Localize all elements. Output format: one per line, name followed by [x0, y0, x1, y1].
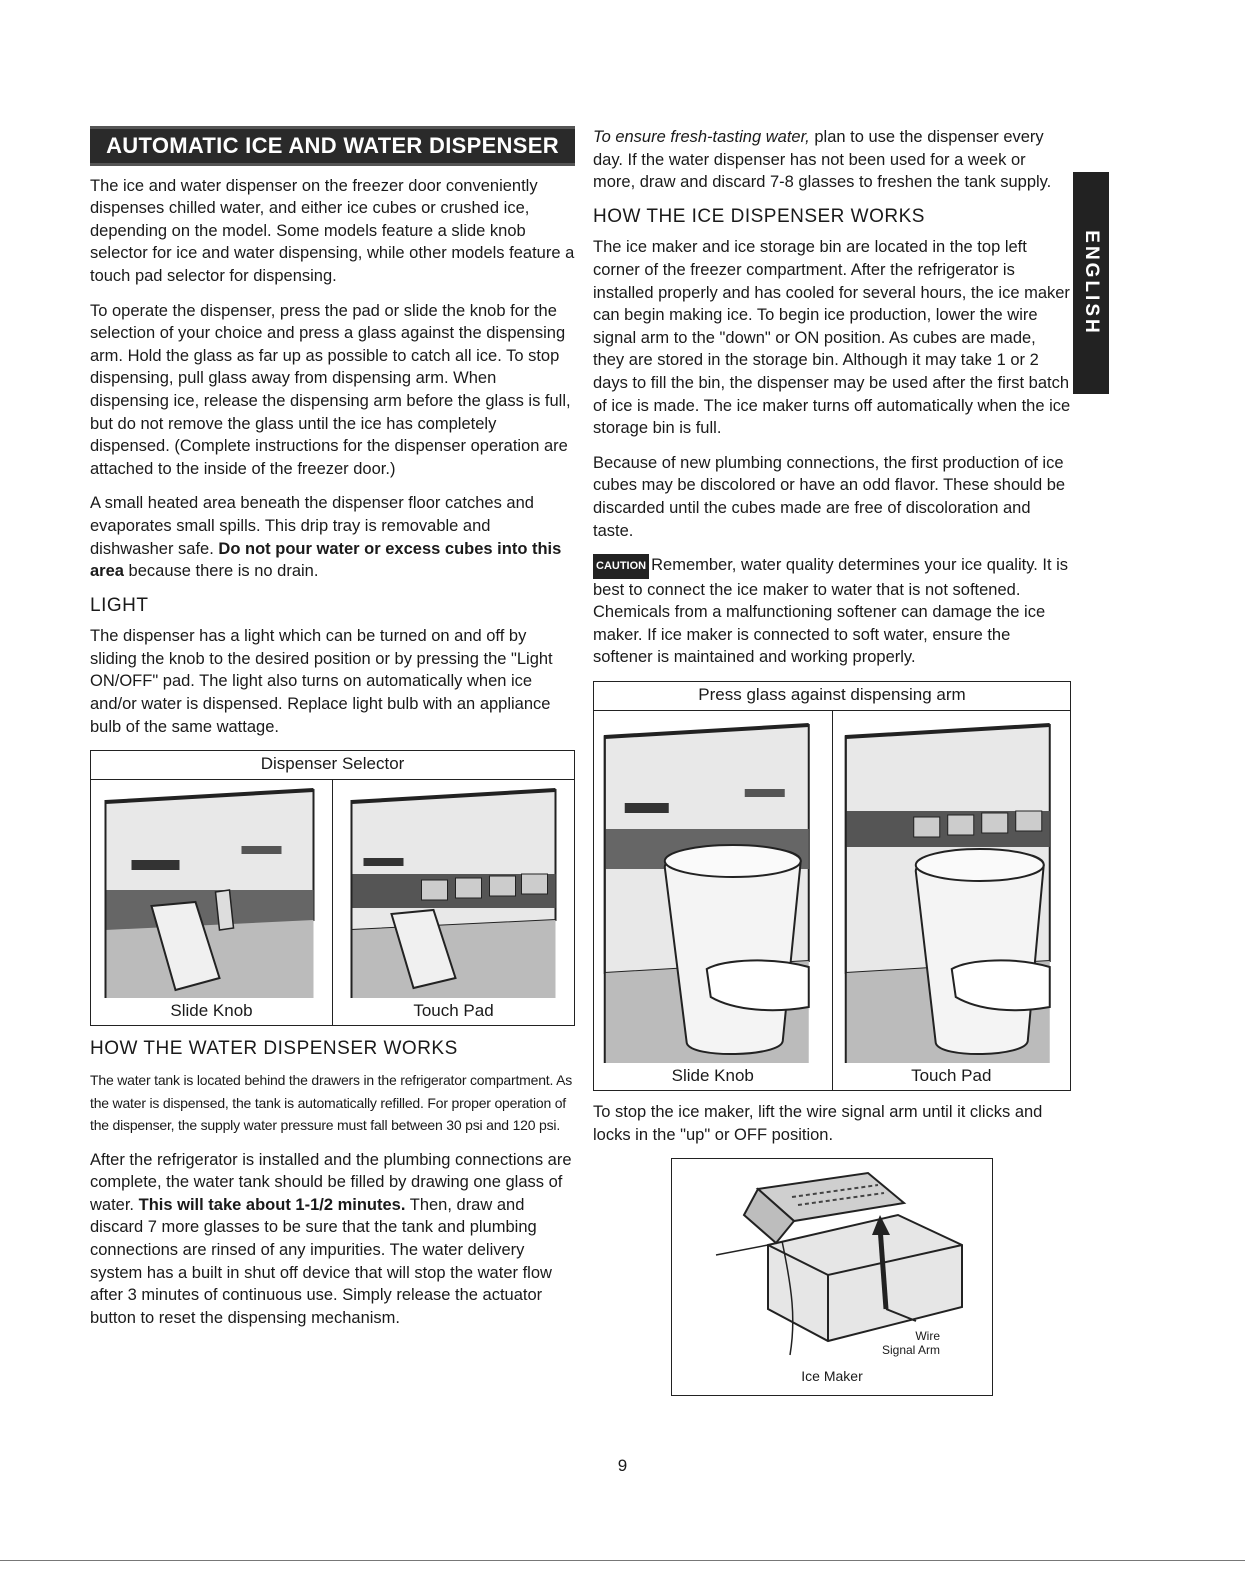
page-number: 9	[617, 1456, 628, 1475]
fill-time-note: This will take about 1-1/2 minutes.	[138, 1195, 406, 1214]
press-glass-figure	[593, 681, 1071, 1091]
light-heading: LIGHT	[90, 594, 149, 616]
language-tab-label: ENGLISH	[1081, 230, 1102, 336]
left-column	[90, 126, 575, 1341]
caution-text: Remember, water quality determines your ice quality. It is best to connect the ice maker to water that is not softened. Chemicals from a malfunctioning softener can damage the ice maker. If ice maker is connected to soft water, ensure the softener is maintained and working properly.	[593, 556, 1069, 667]
slide-knob-illustration	[91, 780, 332, 998]
dispenser-selector-figure	[90, 750, 575, 1026]
touch-pad-glass-illustration	[833, 711, 1071, 1063]
caution-label: CAUTION	[593, 554, 649, 579]
operate-paragraph: To operate the dispenser, press the pad or slide the knob for the selection of your choice and press a glass against the dispensing arm. Hold the glass as far up as possible to catch all ice. To stop dispensing, pull glass away from dispensing arm. When dispensing ice, release the dispensing arm before the glass is full, but do not remove the glass until the ice has completely dispensed. (Complete instructions for the dispenser operation are attached to the inside of the freezer door.)	[90, 301, 571, 478]
water-dispenser-heading: HOW THE WATER DISPENSER WORKS	[90, 1038, 458, 1060]
slide-knob-glass-panel	[594, 711, 832, 1091]
wire-label-line-1: Wire	[915, 1329, 940, 1344]
touch-pad-illustration	[333, 780, 574, 998]
light-paragraph: The dispenser has a light which can be turned on and off by sliding the knob to the desired position or by pressing the "Light ON/OFF" pad. The light also turns on automatically when ice and/or water is dispensed. Replace light bulb with an appliance bulb of the same wattage.	[90, 627, 553, 736]
touch-pad-glass-panel	[832, 711, 1071, 1091]
ice-dispenser-heading: HOW THE ICE DISPENSER WORKS	[593, 205, 925, 227]
touch-pad-glass-caption: Touch Pad	[911, 1065, 992, 1085]
intro-paragraph: The ice and water dispenser on the freezer door conveniently dispenses chilled water, and either ice cubes or crushed ice, depending on the model. Some models feature a slide knob selector for ice and water dispensing, while other models feature a touch pad selector for dispensing.	[90, 176, 575, 285]
slide-knob-panel	[91, 780, 332, 1026]
figure-title: Dispenser Selector	[91, 751, 574, 780]
fresh-water-lead: To ensure fresh-tasting water,	[593, 128, 810, 146]
spill-paragraph	[90, 492, 575, 582]
bottom-divider	[0, 1560, 1245, 1561]
ice-maker-figure	[671, 1158, 993, 1396]
plumbing-paragraph: Because of new plumbing connections, the first production of ice cubes may be discolored or have an odd flavor. These should be discarded until the cubes made are free of discoloration and taste.	[593, 453, 1066, 540]
language-side-tab	[1073, 172, 1109, 394]
ice-maker-illustration	[672, 1159, 992, 1395]
figure-title: Press glass against dispensing arm	[594, 682, 1070, 711]
wire-label-line-2: Signal Arm	[881, 1343, 940, 1358]
caution-paragraph	[593, 554, 1071, 669]
right-column	[593, 126, 1071, 1396]
touch-pad-caption: Touch Pad	[413, 1000, 494, 1020]
spill-warning: Do not pour water or excess cubes into this area	[90, 539, 562, 581]
touch-pad-panel	[332, 780, 574, 1026]
fresh-water-text: plan to use the dispenser every day. If the water dispenser has not been used for a week or more, draw and discard 7-8 glasses to freshen the tank supply.	[593, 128, 1052, 192]
water-dispenser-paragraph: The water tank is located behind the drawers in the refrigerator compartment. As the water is dispensed, the tank is automatically refilled. For proper operation of the dispenser, the supply water pressure must fall between 30 psi and 120 psi.	[90, 1072, 573, 1134]
stop-icemaker-paragraph: To stop the ice maker, lift the wire signal arm until it clicks and locks in the "up" or OFF position.	[593, 1103, 1043, 1144]
ice-maker-caption: Ice Maker	[801, 1367, 863, 1384]
spill-text-end: because there is no drain.	[128, 562, 319, 581]
wire-signal-arm-label	[882, 1329, 940, 1357]
slide-knob-caption: Slide Knob	[170, 1000, 253, 1020]
after-install-paragraph	[90, 1149, 575, 1330]
after-install-text: After the refrigerator is installed and the plumbing connections are complete, the water tank should be filled by drawing one glass of water.	[90, 1150, 572, 1214]
ice-dispenser-paragraph: The ice maker and ice storage bin are located in the top left corner of the freezer compartment. After the refrigerator is installed properly and has cooled for several hours, the ice maker can begin making ice. To begin ice production, lower the wire signal arm to the "down" or ON position. As cubes are made, they are stored in the storage bin. Although it may take 1 or 2 days to fill the bin, the dispenser may be used after the first batch of ice is made. The ice maker turns off automatically when the ice storage bin is full.	[593, 238, 1071, 438]
spill-text: A small heated area beneath the dispenser floor catches and evaporates small spills. This drip tray is removable and dishwasher safe.	[90, 494, 534, 558]
slide-knob-glass-caption: Slide Knob	[671, 1065, 754, 1085]
slide-knob-glass-illustration	[594, 711, 832, 1063]
section-banner: AUTOMATIC ICE AND WATER DISPENSER	[90, 126, 575, 166]
after-install-text-end: Then, draw and discard 7 more glasses to be sure that the tank and plumbing connections are rinsed of any impurities. The water delivery system has a built in shut off device that will stop the water flow after 3 minutes of continuous use. Simply release the actuator button to reset the dispensing mechanism.	[90, 1195, 552, 1327]
fresh-water-paragraph	[593, 126, 1071, 194]
